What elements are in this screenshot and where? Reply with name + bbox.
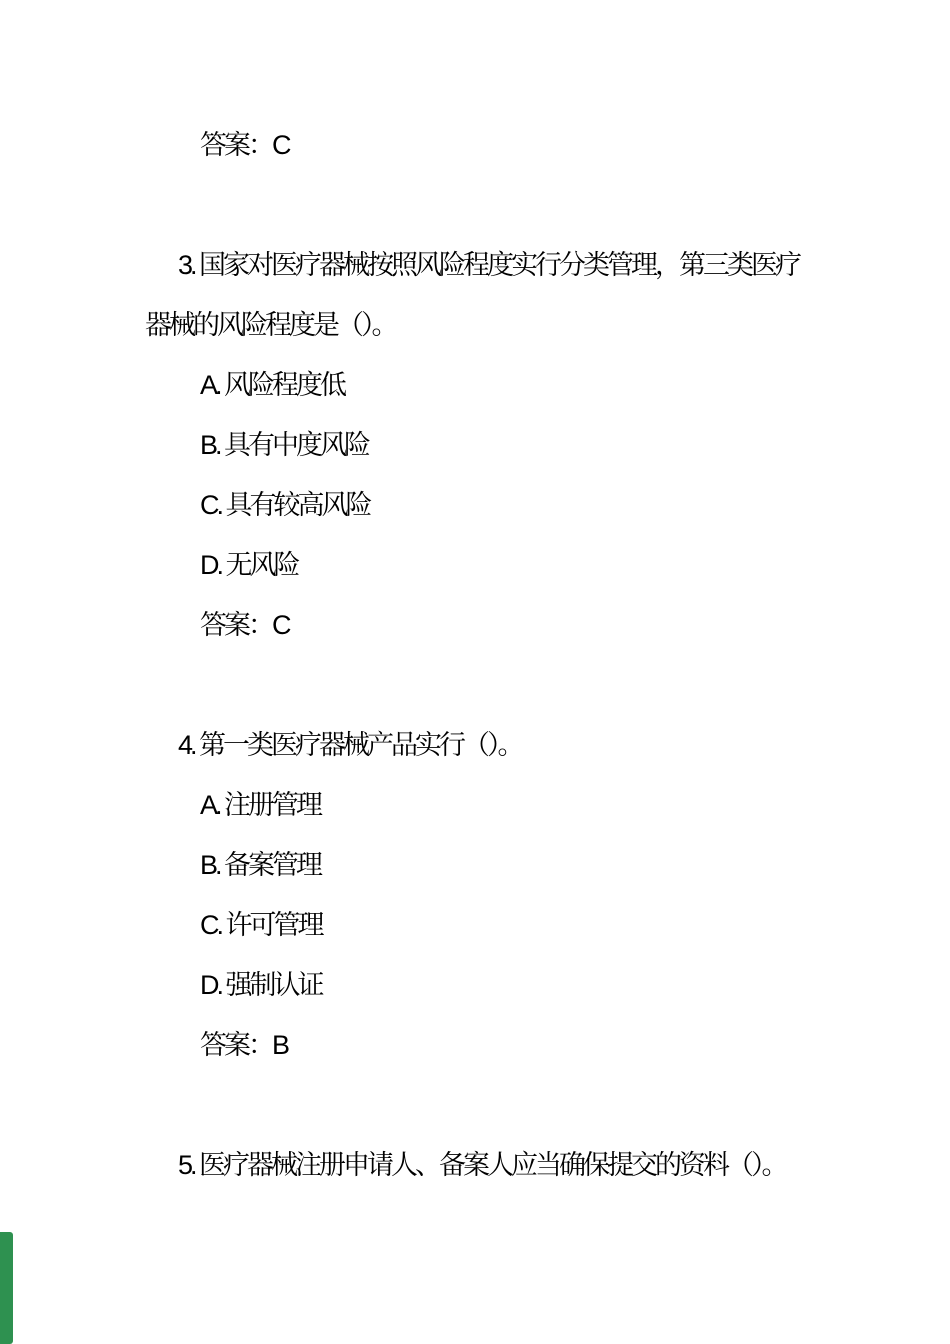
option-line: B. 具有中度风险 xyxy=(200,430,369,460)
answer-line: 答案：C xyxy=(200,130,289,160)
question-stem-line: 5. 医疗器械注册申请人、备案人应当确保提交的资料（）。 xyxy=(178,1150,786,1180)
answer-line: 答案：C xyxy=(200,610,289,640)
question-stem-line: 4. 第一类医疗器械产品实行（）。 xyxy=(178,730,522,760)
question-block xyxy=(0,715,950,1075)
question-block xyxy=(0,1135,950,1195)
option-line: A. 注册管理 xyxy=(200,790,321,820)
option-line: D. 强制认证 xyxy=(200,970,322,1000)
question-block xyxy=(0,235,950,655)
question-stem-wrap-line: 器械的风险程度是（）。 xyxy=(145,310,396,340)
answer-block xyxy=(0,115,950,175)
option-line: B. 备案管理 xyxy=(200,850,321,880)
option-line: C. 许可管理 xyxy=(200,910,322,940)
option-line: D. 无风险 xyxy=(200,550,298,580)
option-line: A. 风险程度低 xyxy=(200,370,345,400)
green-edge-tab[interactable] xyxy=(0,1232,13,1344)
option-line: C. 具有较高风险 xyxy=(200,490,370,520)
question-stem-line: 3. 国家对医疗器械按照风险程度实行分类管理，第三类医疗 xyxy=(178,250,800,280)
answer-line: 答案：B xyxy=(200,1030,288,1060)
